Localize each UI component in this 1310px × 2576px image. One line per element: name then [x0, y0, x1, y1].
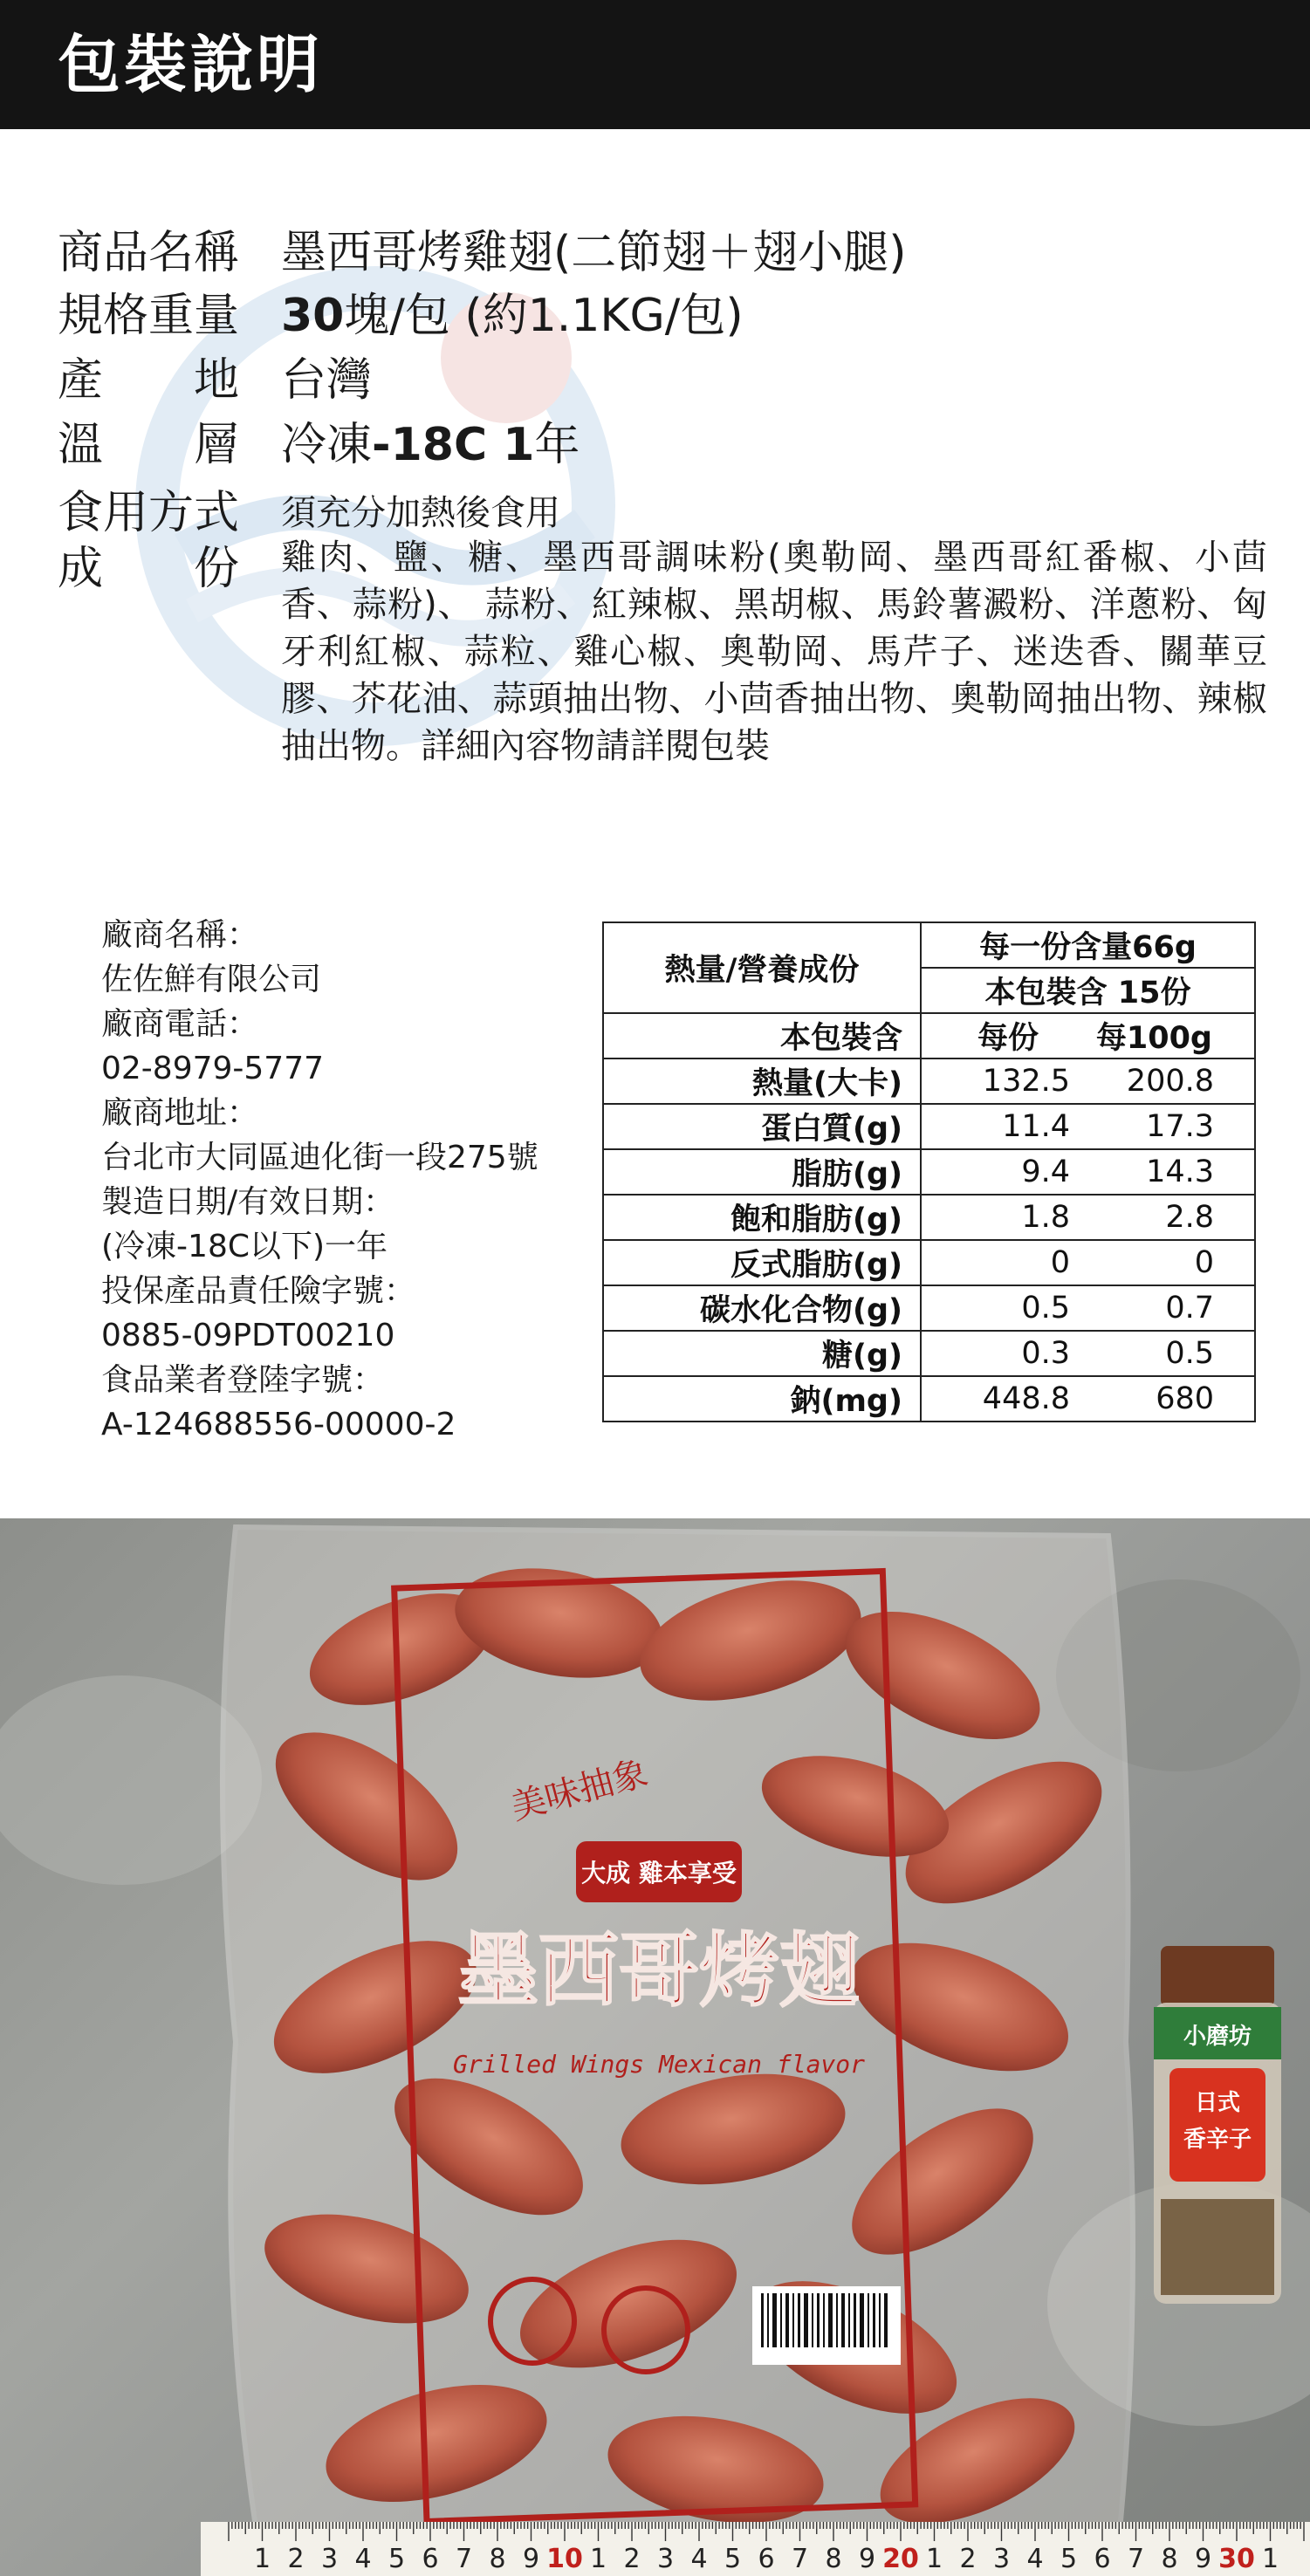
ruler-label: 3 [320, 2544, 339, 2574]
spec-row-usage [58, 485, 1279, 541]
spec-label: 產 地 [58, 354, 240, 407]
column-headers [921, 1013, 1255, 1058]
servings-per-pack: 本包裝含 15份 [921, 968, 1255, 1013]
ruler-label: 1 [925, 2544, 943, 2574]
brand-badge-text: 大成 雞本享受 [581, 1859, 737, 1887]
ruler-label: 8 [1161, 2544, 1178, 2574]
spec-value: 台灣 [281, 354, 373, 407]
value-per-serving: 448.8 [982, 1381, 1070, 1416]
table-row [603, 1376, 1255, 1422]
company-line: 廠商名稱： [101, 917, 259, 953]
table-row [603, 1195, 1255, 1240]
ruler-label: 20 [882, 2544, 919, 2574]
ruler-label: 8 [825, 2544, 842, 2574]
ruler-label: 5 [388, 2544, 406, 2574]
ruler-label: 4 [690, 2544, 708, 2574]
table-row [603, 922, 1255, 968]
company-line: A-124688556-00000-2 [101, 1407, 456, 1442]
barcode-icon [752, 2286, 901, 2365]
value-per-100g: 0.5 [1165, 1336, 1214, 1371]
value-per-100g: 200.8 [1126, 1064, 1214, 1099]
value-per-serving: 11.4 [1002, 1109, 1070, 1144]
package-title: 墨西哥烤翅 [457, 1923, 861, 2018]
ruler-label: 9 [1194, 2544, 1212, 2574]
value-per-100g: 0 [1194, 1245, 1214, 1280]
value-per-100g: 14.3 [1146, 1154, 1214, 1189]
package-slogan: 美味抽象 [506, 1752, 653, 1828]
nutrient-name: 反式脂肪(g) [603, 1240, 921, 1285]
ruler-label: 7 [455, 2544, 473, 2574]
ruler-label: 7 [791, 2544, 809, 2574]
company-line: 廠商地址： [101, 1095, 259, 1131]
nutrition-title: 熱量/營養成份 [603, 922, 921, 1013]
ruler [201, 2522, 1310, 2576]
package-subtitle: Grilled Wings Mexican flavor [452, 2050, 866, 2079]
company-line: 食品業者登陸字號： [101, 1362, 385, 1398]
product-photo-illustration [0, 1518, 1310, 2576]
spec-label: 規格重量 [58, 290, 240, 342]
spec-row-ingredients [58, 541, 267, 597]
column-per-100g: 每100g [1095, 1021, 1212, 1056]
column-header-left: 本包裝含 [603, 1013, 921, 1058]
nutrient-name: 碳水化合物(g) [603, 1285, 921, 1331]
company-line: 投保產品責任險字號： [101, 1273, 416, 1309]
ruler-label: 2 [623, 2544, 641, 2574]
ruler-label: 7 [1127, 2544, 1145, 2574]
ruler-label: 6 [422, 2544, 439, 2574]
ruler-label: 8 [489, 2544, 506, 2574]
company-line: (冷凍-18C以下)一年 [101, 1229, 388, 1264]
ruler-label: 5 [1060, 2544, 1078, 2574]
spec-value [281, 417, 580, 473]
spec-value-bold: -18C 1 [372, 419, 535, 471]
ruler-label: 2 [959, 2544, 977, 2574]
ruler-label: 4 [1026, 2544, 1044, 2574]
nutrition-table [602, 921, 1256, 1422]
company-line: 02-8979-5777 [101, 1051, 325, 1086]
nutrient-name: 飽和脂肪(g) [603, 1195, 921, 1240]
table-row [603, 1013, 1255, 1058]
ruler-label: 9 [858, 2544, 876, 2574]
ingredients-text: 雞肉、鹽、糖、墨西哥調味粉(奧勒岡、墨西哥紅番椒、小茴香、蒜粉)、 蒜粉、紅辣椒、黑胡椒、馬鈴薯澱粉、洋蔥粉、匈牙利紅椒、蒜粒、雞心椒、奧勒岡、馬芹子、迷迭香、關華豆膠、芥花油、蒜頭抽出物、小茴香抽出物、奧勒岡抽出物、辣椒抽出物。詳細內容物請詳閱包裝 [281, 538, 1267, 766]
ruler-label: 9 [522, 2544, 540, 2574]
column-per-serving: 每份 [977, 1021, 1039, 1056]
value-per-100g: 680 [1156, 1381, 1214, 1416]
spice-name-line2: 香辛子 [1183, 2127, 1252, 2153]
spice-brand: 小磨坊 [1183, 2024, 1252, 2050]
spec-value [281, 288, 744, 344]
spec-value: 須充分加熱後食用 [281, 493, 560, 533]
value-per-100g: 0.7 [1165, 1291, 1214, 1326]
company-line: 製造日期/有效日期： [101, 1184, 395, 1220]
value-per-serving: 0.3 [1021, 1336, 1070, 1371]
value-per-serving: 0 [1050, 1245, 1070, 1280]
company-line: 0885-09PDT00210 [101, 1318, 395, 1353]
spec-label: 成 份 [58, 543, 240, 595]
spec-value-rest: 塊/包 (約1.1KG/包) [344, 290, 744, 342]
spec-value-b: 年 [534, 419, 580, 471]
spice-bottle [1154, 1946, 1281, 2304]
spec-value: 墨西哥烤雞翅(二節翅＋翅小腿) [281, 227, 907, 279]
ruler-label: 6 [1094, 2544, 1111, 2574]
company-line: 佐佐鮮有限公司 [101, 962, 322, 997]
spec-row-name [58, 225, 1279, 281]
company-line: 廠商電話： [101, 1006, 259, 1042]
spec-value-a: 冷凍 [281, 419, 373, 471]
ruler-label: 5 [724, 2544, 742, 2574]
spec-row-temperature [58, 417, 1279, 473]
spec-label: 溫 層 [58, 419, 240, 471]
ruler-label: 4 [354, 2544, 372, 2574]
nutrient-name: 鈉(mg) [603, 1376, 921, 1422]
serving-size: 每一份含量66g [921, 922, 1255, 968]
ruler-label: 1 [253, 2544, 271, 2574]
table-row [603, 1285, 1255, 1331]
company-info [101, 913, 538, 1447]
spec-label: 商品名稱 [58, 227, 240, 279]
value-per-serving: 9.4 [1021, 1154, 1070, 1189]
ruler-label: 1 [1261, 2544, 1279, 2574]
value-per-serving: 0.5 [1021, 1291, 1070, 1326]
header-banner [0, 0, 1310, 129]
page-title: 包裝說明 [58, 28, 324, 101]
value-per-100g: 17.3 [1146, 1109, 1214, 1144]
ruler-label: 2 [287, 2544, 305, 2574]
nutrient-name: 蛋白質(g) [603, 1104, 921, 1149]
spec-row-weight [58, 288, 1279, 344]
product-photo [0, 1518, 1310, 2576]
table-row [603, 1104, 1255, 1149]
ruler-label: 3 [656, 2544, 675, 2574]
value-per-100g: 2.8 [1165, 1200, 1214, 1235]
table-row [603, 1240, 1255, 1285]
spec-label: 食用方式 [58, 487, 240, 539]
nutrient-name: 熱量(大卡) [603, 1058, 921, 1104]
spec-row-origin [58, 353, 1279, 408]
ruler-label: 6 [758, 2544, 775, 2574]
ruler-label: 30 [1218, 2544, 1255, 2574]
table-row [603, 1058, 1255, 1104]
table-row [603, 1331, 1255, 1376]
table-row [603, 1149, 1255, 1195]
ruler-label: 1 [589, 2544, 607, 2574]
spec-value-bold: 30 [281, 290, 345, 342]
company-line: 台北市大同區迪化街一段275號 [101, 1140, 538, 1175]
ruler-label: 3 [992, 2544, 1011, 2574]
nutrient-name: 糖(g) [603, 1331, 921, 1376]
spice-name-line1: 日式 [1194, 2090, 1241, 2116]
value-per-serving: 1.8 [1021, 1200, 1070, 1235]
nutrient-name: 脂肪(g) [603, 1149, 921, 1195]
ruler-label: 10 [546, 2544, 583, 2574]
value-per-serving: 132.5 [982, 1064, 1070, 1099]
